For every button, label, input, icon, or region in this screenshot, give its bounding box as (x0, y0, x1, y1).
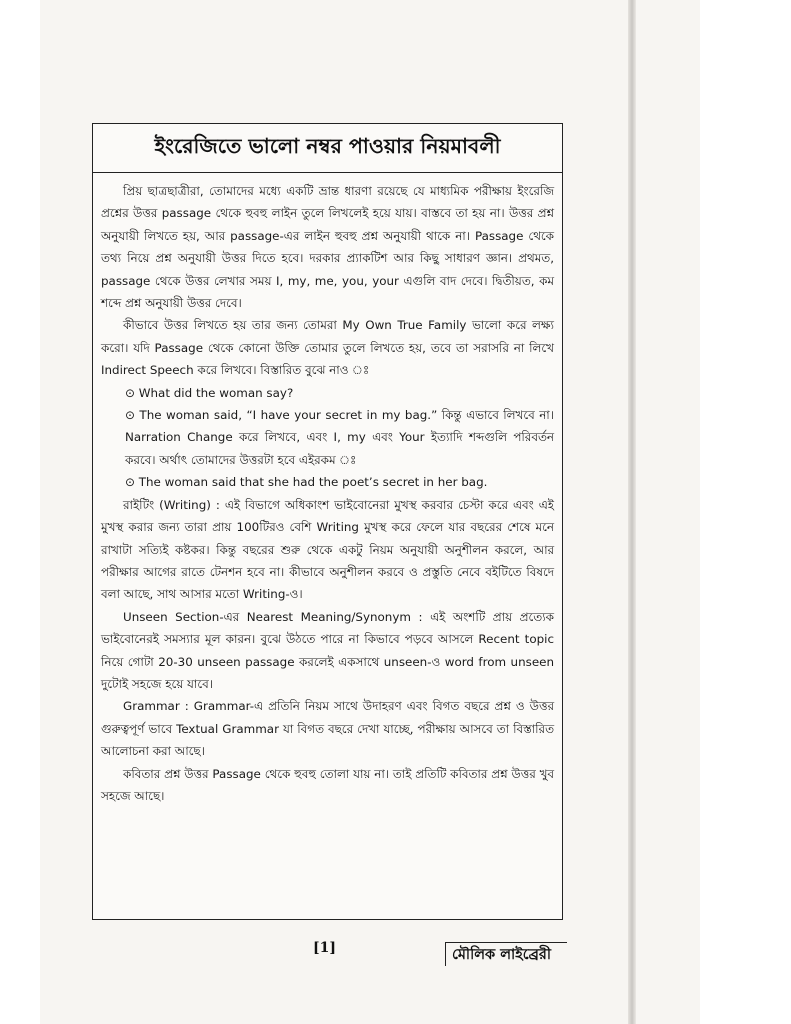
paragraph-poetry: কবিতার প্রশ্ন উত্তর Passage থেকে হুবহু তোলা যায় না। তাই প্রতিটি কবিতার প্রশ্ন উত্তর খুব সহজে আছে। (101, 766, 554, 803)
example-direct-speech: ⊙ The woman said, “I have your secret in my bag.” কিন্তু এভাবে লিখবে না। Narration Change করে লিখবে, এবং I, my এবং Your ইত্যাদি শব্দগুলি পরিবর্তন করবে। অর্থাৎ তোমাদের উত্তরটা হবে এইরকম ঃ (125, 408, 554, 467)
page-title: ইংরেজিতে ভালো নম্বর পাওয়ার নিয়মাবলী (154, 134, 501, 158)
paragraph-grammar: Grammar : Grammar-এ প্রতিনি নিয়ম সাথে উদাহরণ এবং বিগত বছরে প্রশ্ন ও উত্তর গুরুত্বপূর্ণ ভাবে Textual Grammar যা বিগত বছরে দেখা যাচ্ছে, পরীক্ষায় আসবে তা বিস্তারিত আলোচনা করা আছে। (101, 699, 554, 759)
paragraph-how-to-answer: কীভাবে উত্তর লিখতে হয় তার জন্য তোমরা My Own True Family ভালো করে লক্ষ্য করো। যদি Passage থেকে কোনো উক্তি তোমার তুলে লিখতে হয়, তবে তা সরাসরি না লিখে Indirect Speech করে লিখবে। বিস্তারিত বুঝে নাও ঃ (101, 318, 554, 378)
paragraph-writing: রাইটিং (Writing) : এই বিভাগে অধিকাংশ ভাইবোনেরা মুখস্থ করবার চেস্টা করে এবং এই মুখস্থ করার জন্য তারা প্রায় 100টিরও বেশি Writing মুখস্থ করে ফেলে যার বছরের শেষে মনে রাখাটা সত্যিই কষ্টকর। কিন্তু বছরের শুরু থেকে একটু নিয়ম অনুযায়ী অনুশীলন করলে, আর পরীক্ষার আগের রাতে টেনশন হবে না। কীভাবে অনুশীলন করবে ও প্রস্তুতি নেবে বইটিতে বিষদে বলা আছে, সাথ আসার মতো Writing-ও। (101, 497, 554, 602)
publisher-name: মৌলিক লাইব্রেরী (445, 942, 567, 966)
paragraph-unseen: Unseen Section-এর Nearest Meaning/Synonym : এই অংশটি প্রায় প্রত্যেক ভাইবোনেরই সমস্যার মূল কারন। বুঝে উঠতে পারে না কিভাবে পড়বে আসলে Recent topic নিয়ে গোটা 20-30 unseen passage করলেই একসাথে unseen-ও word from unseen দুটোই সহজে হয়ে যাবে। (101, 609, 554, 691)
paragraph-intro: প্রিয় ছাত্রছাত্রীরা, তোমাদের মধ্যে একটি ভ্রান্ত ধারণা রয়েছে যে মাধ্যমিক পরীক্ষায় ইংরেজি প্রশ্নের উত্তর passage থেকে হুবহু লাইন তুলে লিখলেই হয়ে যায়। বাস্তবে তা হয় না। উত্তর প্রশ্ন অনুযায়ী লিখতে হয়, আর passage-এর লাইন হুবহু প্রশ্ন অনুযায়ী থাকে না। Passage থেকে তথ্য নিয়ে প্রশ্ন অনুযায়ী উত্তর দিতে হবে। দরকার প্র্যাকটিশ আর কিছু সাধারণ জ্ঞান। প্রথমত, passage থেকে উত্তর লেখার সময় I, my, me, you, your এগুলি বাদ দেবে। দ্বিতীয়ত, কম শব্দে প্রশ্ন অনুযায়ী উত্তর দেবে। (101, 184, 554, 311)
title-box (93, 124, 562, 173)
page-number: [1] (313, 940, 336, 956)
content-frame (92, 123, 563, 920)
book-spine (628, 0, 636, 1024)
example-indirect-speech: ⊙ The woman said that she had the poet’s secret in her bag. (125, 475, 488, 490)
body-text (101, 180, 554, 807)
example-question: ⊙ What did the woman say? (125, 385, 294, 400)
